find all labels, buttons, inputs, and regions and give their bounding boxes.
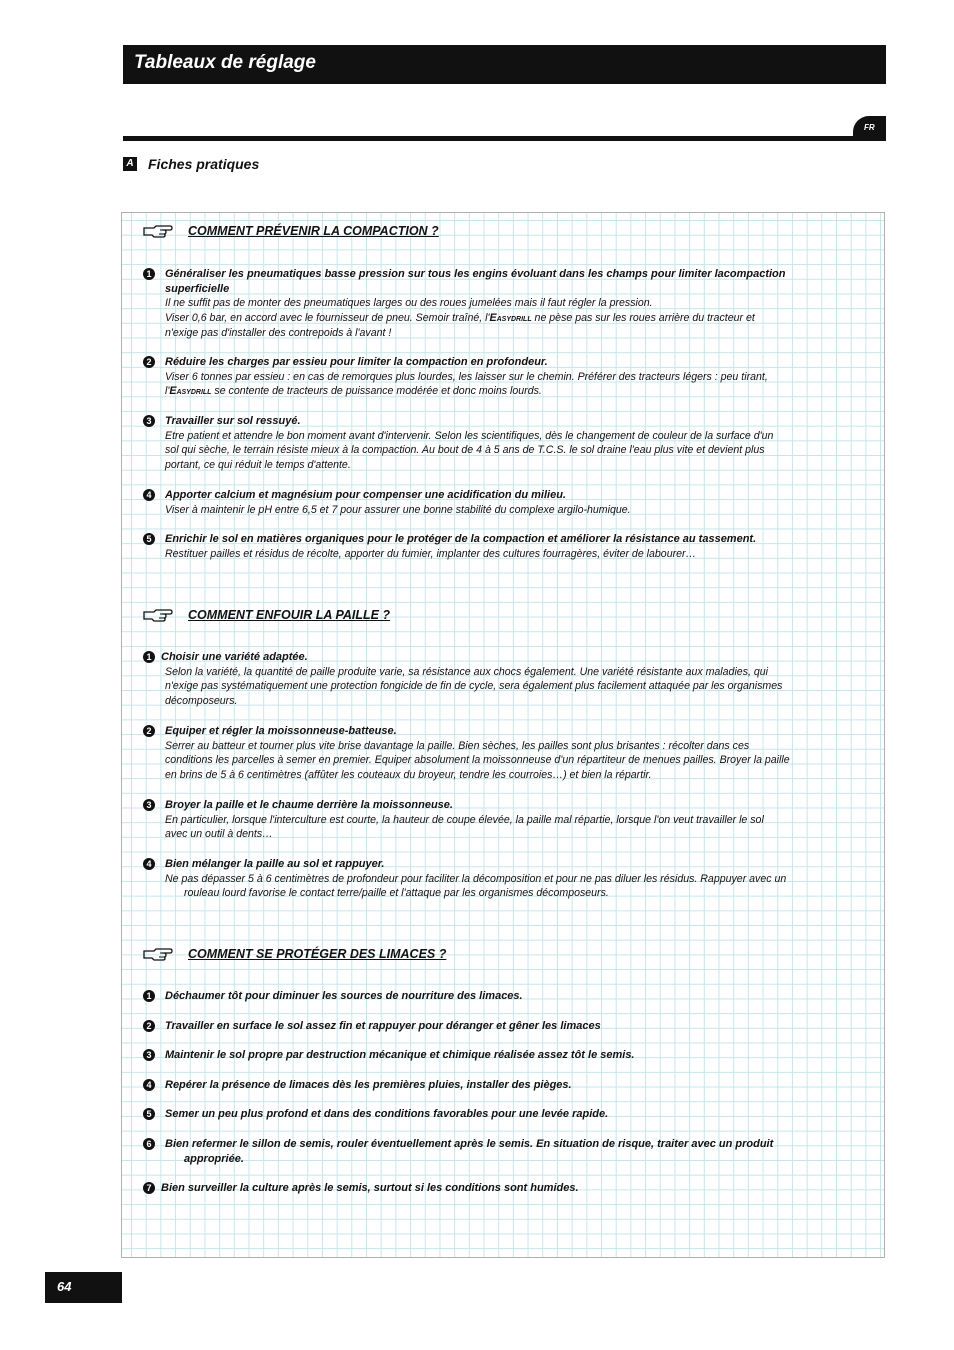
item-title: Maintenir le sol propre par destruction mécanique et chimique réalisée assez tôt le semis.	[165, 1049, 635, 1061]
item-title-block	[165, 1078, 875, 1093]
section-letter-badge: A	[123, 157, 137, 171]
item-number-badge: 3	[143, 415, 155, 427]
item-body-text: l'	[165, 385, 170, 398]
item-body-line: sol qui sèche, le terrain résiste mieux à la compaction. Au bout de 4 à 5 ans de T.C.S. le sol draine l'eau plus vite et devient plus	[165, 444, 765, 457]
item-title: Bien refermer le sillon de semis, rouler éventuellement après le semis. En situation de risque, traiter avec un produit	[165, 1138, 774, 1150]
item-title: Bien surveiller la culture après le semis, surtout si les conditions sont humides.	[161, 1182, 579, 1194]
item-body-line	[165, 384, 875, 399]
item-body-block	[165, 370, 875, 399]
pointing-hand-icon-graphic	[143, 608, 173, 622]
item-number-badge: 1	[143, 651, 155, 663]
section-heading	[123, 155, 259, 173]
item-number-badge: 4	[143, 858, 155, 870]
item-number-badge: 3	[143, 799, 155, 811]
item-title: Généraliser les pneumatiques basse pression sur tous les engins évoluant dans les champs pour limiter lacompaction	[165, 268, 786, 280]
item-number-badge: 5	[143, 1108, 155, 1120]
item-title: Apporter calcium et magnésium pour compenser une acidification du milieu.	[165, 489, 566, 501]
language-label: FR	[864, 123, 875, 132]
item-title: Bien mélanger la paille au sol et rappuyer.	[165, 858, 385, 870]
item-body-line: n'exige pas d'installer des contrepoids à l'avant !	[165, 326, 392, 339]
item-body-line: portant, ce qui réduit le temps d'attente.	[165, 459, 351, 472]
item-title-block	[161, 650, 871, 665]
item-title: Semer un peu plus profond et dans des conditions favorables pour une levée rapide.	[165, 1108, 609, 1120]
item-body-line: Etre patient et attendre le bon moment avant d'intervenir. Selon les scientifiques, dès le changement de couleur de la surface d'un	[165, 429, 774, 442]
item-body-text: Viser 0,6 bar, en accord avec le fournisseur de pneu. Semoir traîné, l'	[165, 312, 490, 325]
item-body-block	[165, 429, 875, 473]
item-title: superficielle	[165, 282, 230, 295]
item-body-line	[165, 311, 875, 326]
item-number-badge: 1	[143, 268, 155, 280]
item-body-line: Il ne suffit pas de monter des pneumatiques larges ou des roues jumelées mais il faut régler la pression.	[165, 297, 653, 310]
item-title-block	[165, 267, 875, 296]
item-body-block	[165, 296, 875, 340]
item-title-block	[165, 1019, 875, 1034]
item-body-block	[165, 813, 875, 842]
item-body-line: Ne pas dépasser 5 à 6 centimètres de profondeur pour faciliter la décomposition et pour ne pas diluer les résidus. Rappuyer avec un	[165, 872, 787, 885]
topic-heading	[143, 222, 439, 240]
pointing-hand-icon-graphic	[143, 224, 173, 238]
item-body-line: n'exige pas systématiquement une protection fongicide de fin de cycle, sera également plus facilement attaquée par les organismes	[165, 680, 783, 693]
item-body-line: Viser 6 tonnes par essieu : en cas de remorques plus lourdes, les laisser sur le chemin. Préférer des tracteurs légers : peu tirant,	[165, 370, 768, 383]
section-title: Fiches pratiques	[148, 156, 260, 172]
brand-name: Easydrill	[489, 312, 532, 325]
item-title: Repérer la présence de limaces dès les premières pluies, installer des pièges.	[165, 1079, 572, 1091]
item-body-block	[165, 739, 875, 783]
topic-title: COMMENT ENFOUIR LA PAILLE ?	[188, 608, 391, 622]
item-body-block	[165, 665, 875, 709]
item-body-line: conditions les parcelles à semer en premier. Equiper absolument la moissonneuse d'un répartiteur de menues pailles. Broyer la paille	[165, 754, 790, 767]
item-title: Réduire les charges par essieu pour limiter la compaction en profondeur.	[165, 356, 548, 368]
item-number-badge: 2	[143, 725, 155, 737]
item-title: Choisir une variété adaptée.	[161, 651, 308, 663]
item-body-line: en brins de 5 à 6 centimètres (affûter les couteaux du broyeur, tendre les courroies…) et bien la répartir.	[165, 769, 652, 782]
pointing-hand-icon	[143, 608, 173, 622]
item-title-block	[165, 989, 875, 1004]
item-body-line: En particulier, lorsque l'interculture est courte, la hauteur de coupe élevée, la paille mal répartie, lorsque l'on veut travailler le sol	[165, 813, 764, 826]
item-title-block	[165, 488, 875, 503]
page-number-box	[45, 1272, 122, 1303]
item-title-block	[165, 414, 875, 429]
item-body-line: avec un outil à dents…	[165, 828, 273, 841]
item-number-badge: 2	[143, 1020, 155, 1032]
item-body-text: ne pèse pas sur les roues arrière du tracteur et	[531, 312, 755, 325]
item-title: Déchaumer tôt pour diminuer les sources de nourriture des limaces.	[165, 990, 523, 1002]
item-title-block	[165, 857, 875, 872]
item-number-badge: 7	[143, 1182, 155, 1194]
item-number-badge: 3	[143, 1049, 155, 1061]
item-body-line: Viser à maintenir le pH entre 6,5 et 7 pour assurer une bonne stabilité du complexe argilo-humique.	[165, 503, 631, 516]
item-number-badge: 6	[143, 1138, 155, 1150]
topic-heading	[143, 945, 446, 963]
item-body-block	[165, 503, 875, 518]
pointing-hand-icon-graphic	[143, 947, 173, 961]
item-title-block	[165, 798, 875, 813]
topic-title: COMMENT SE PROTÉGER DES LIMACES ?	[188, 947, 447, 961]
item-title-block	[165, 1107, 875, 1122]
item-number-badge: 4	[143, 489, 155, 501]
item-title: appropriée.	[184, 1152, 244, 1165]
item-body-line: rouleau lourd favorise le contact terre/paille et l'attaque par les organismes décomposeurs.	[184, 887, 609, 900]
item-body-line: Restituer pailles et résidus de récolte, apporter du fumier, implanter des cultures fourragères, éviter de labourer…	[165, 547, 697, 560]
item-title: Travailler sur sol ressuyé.	[165, 415, 301, 427]
item-title-block	[161, 1181, 871, 1196]
item-title: Travailler en surface le sol assez fin et rappuyer pour déranger et gêner les limaces	[165, 1020, 601, 1032]
header-rule	[123, 136, 863, 141]
item-number-badge: 4	[143, 1079, 155, 1091]
item-title: Enrichir le sol en matières organiques pour le protéger de la compaction et améliorer la résistance au tassement.	[165, 533, 757, 545]
item-body-text: se contente de tracteurs de puissance modérée et donc moins lourds.	[211, 385, 542, 398]
pointing-hand-icon	[143, 947, 173, 961]
item-body-line: Serrer au batteur et tourner plus vite brise davantage la paille. Bien sèches, les pailles sont plus brisantes : récolter dans ces	[165, 739, 750, 752]
item-number-badge: 5	[143, 533, 155, 545]
pointing-hand-icon	[143, 224, 173, 238]
topic-heading	[143, 606, 390, 624]
item-number-badge: 2	[143, 356, 155, 368]
item-body-block	[165, 872, 875, 901]
item-body-block	[165, 547, 875, 562]
item-title: Equiper et régler la moissonneuse-batteuse.	[165, 725, 397, 737]
item-body-line: décomposeurs.	[165, 695, 238, 708]
item-title-block	[165, 724, 875, 739]
item-title-block	[165, 1137, 875, 1166]
topic-title: COMMENT PRÉVENIR LA COMPACTION ?	[188, 224, 439, 238]
language-tab	[853, 116, 886, 141]
brand-name: Easydrill	[169, 385, 212, 398]
page-title: Tableaux de réglage	[134, 52, 316, 73]
page-number: 64	[57, 1279, 72, 1294]
page-title-bar	[123, 45, 886, 84]
item-body-line: Selon la variété, la quantité de paille produite varie, sa résistance aux chocs également. Une variété résistante aux maladies, qui	[165, 665, 769, 678]
item-title: Broyer la paille et le chaume derrière la moissonneuse.	[165, 799, 453, 811]
item-number-badge: 1	[143, 990, 155, 1002]
item-title-block	[165, 355, 875, 370]
item-title-block	[165, 532, 875, 547]
item-title-block	[165, 1048, 875, 1063]
